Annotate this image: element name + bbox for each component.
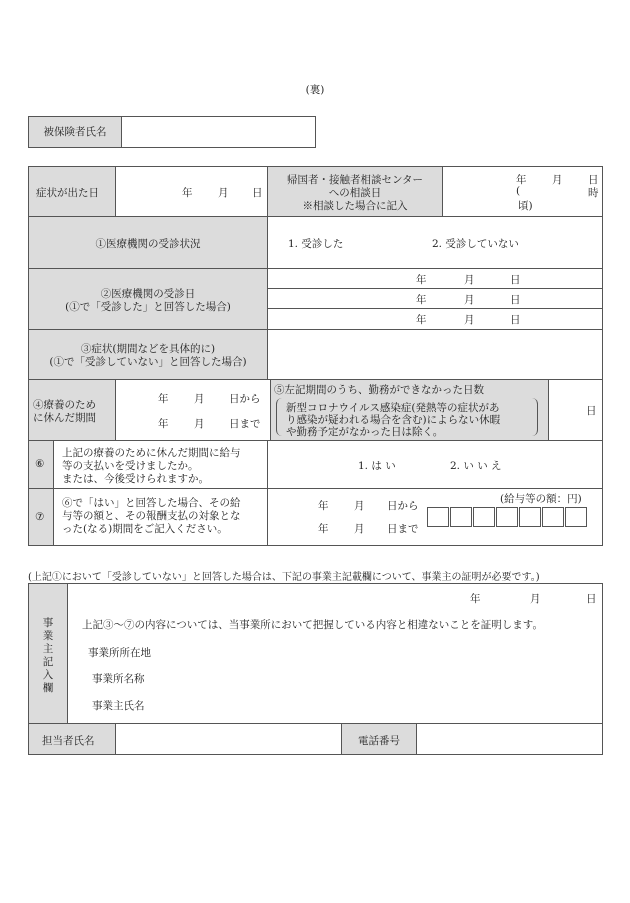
q4-to-day: 日まで [229, 418, 261, 430]
consult-year-label: 年 [516, 174, 527, 186]
employer-date-month: 月 [530, 593, 541, 605]
q7-number: ⑦ [35, 511, 45, 523]
employer-label-char-1: 事 [42, 617, 54, 629]
q2-label-line2: (①で「受診した」と回答した場合) [65, 301, 231, 313]
q6-text-line2: 等の支払いを受けましたか。 [62, 460, 199, 472]
contact-phone-field[interactable] [417, 724, 602, 754]
q3-label-line1: ③症状(期間などを具体的に) [80, 343, 216, 355]
employer-office-name-label: 事業所名称 [92, 673, 145, 685]
onset-label: 症状が出た日 [36, 187, 99, 199]
employer-date-day: 日 [586, 593, 597, 605]
q4-from-day: 日から [229, 393, 261, 405]
consult-time-open: ( [516, 185, 521, 197]
consult-label-line2: への相談日 [328, 187, 382, 199]
q7-from-day: 日から [387, 500, 419, 512]
q7-text-line2: 与等の額と、その報酬支払の対象とな [62, 510, 241, 522]
q7-to-month: 月 [354, 523, 365, 535]
q6-number: ⑥ [35, 458, 45, 470]
employer-address-label: 事業所所在地 [88, 647, 151, 659]
q6-option-no[interactable]: 2. い い え [450, 460, 502, 472]
employer-label-char-2: 業 [42, 630, 54, 642]
employer-address-field[interactable] [170, 640, 590, 662]
q4-from-month: 月 [194, 393, 205, 405]
consult-time-close: 頃) [518, 200, 533, 212]
employer-label-char-5: 入 [42, 669, 54, 681]
q5-label: ⑤左記期間のうち、勤務ができなかった日数 [274, 384, 484, 396]
employer-label-char-4: 記 [42, 656, 54, 668]
employer-date-year: 年 [470, 593, 481, 605]
q2-year-1: 年 [416, 274, 427, 286]
q7-amount-digit-3[interactable] [473, 507, 495, 527]
onset-month-label: 月 [218, 187, 229, 199]
q2-date-row-1[interactable] [268, 269, 602, 288]
consult-time-hour: 時 [588, 187, 599, 199]
q7-from-month: 月 [354, 500, 365, 512]
q4-to-month: 月 [194, 418, 205, 430]
q4-to-year: 年 [158, 418, 169, 430]
q1-option-visited[interactable]: 1. 受診した [288, 238, 344, 250]
q2-month-1: 月 [464, 274, 475, 286]
q7-from-year: 年 [318, 500, 329, 512]
q2-year-3: 年 [416, 314, 427, 326]
q7-amount-digit-1[interactable] [427, 507, 449, 527]
q5-unit: 日 [586, 405, 597, 417]
q4-label-line2: に休んだ期間 [33, 412, 96, 424]
insured-name-label: 被保険者氏名 [43, 126, 107, 138]
q7-amount-digit-4[interactable] [496, 507, 518, 527]
employer-note: (上記①において「受診していない」と回答した場合は、下記の事業主記載欄について、事業主の証明が必要です。) [28, 572, 540, 583]
q7-to-day: 日まで [387, 523, 419, 535]
q7-amount-digit-6[interactable] [542, 507, 564, 527]
q5-note-line1: 新型コロナウイルス感染症(発熱等の症状があ [286, 402, 500, 414]
q6-text-line1: 上記の療養のために休んだ期間に給与 [62, 447, 241, 459]
onset-day-label: 日 [252, 187, 263, 199]
q2-date-row-2[interactable] [268, 289, 602, 308]
consult-day-label: 日 [588, 174, 599, 186]
employer-statement: 上記③～⑦の内容については、当事業所において把握している内容と相違ないことを証明します。 [82, 619, 543, 631]
employer-label-char-3: 主 [42, 643, 54, 655]
q6-option-yes[interactable]: 1. は い [358, 460, 396, 472]
q7-amount-digit-5[interactable] [519, 507, 541, 527]
q2-year-2: 年 [416, 294, 427, 306]
q7-amount-digit-2[interactable] [450, 507, 472, 527]
page-side-mark: (裏) [305, 84, 325, 96]
employer-label-char-6: 欄 [42, 682, 54, 694]
onset-year-label: 年 [182, 187, 193, 199]
q2-date-row-3[interactable] [268, 309, 602, 329]
q4-period-field[interactable] [116, 380, 270, 440]
q2-month-2: 月 [464, 294, 475, 306]
q7-to-year: 年 [318, 523, 329, 535]
contact-person-field[interactable] [116, 724, 341, 754]
q5-note-line3: や勤務予定がなかった日は除く。 [286, 426, 444, 438]
employer-owner-field[interactable] [170, 693, 590, 715]
q4-from-year: 年 [158, 393, 169, 405]
insured-name-field[interactable] [123, 117, 315, 147]
q2-day-3: 日 [510, 314, 521, 326]
q4-label-line1: ④療養のため [33, 399, 96, 411]
q3-label-line2: (①で「受診していない」と回答した場合) [49, 356, 247, 368]
q2-day-1: 日 [510, 274, 521, 286]
contact-person-label: 担当者氏名 [42, 735, 95, 747]
q7-text-line3: った(なる)期間をご記入ください。 [62, 523, 228, 535]
employer-office-name-field[interactable] [170, 666, 590, 688]
q2-month-3: 月 [464, 314, 475, 326]
consult-label-line3: ※相談した場合に記入 [302, 200, 408, 212]
employer-owner-label: 事業主氏名 [92, 700, 145, 712]
q7-amount-label: (給与等の額：円) [500, 493, 582, 505]
q1-option-not-visited[interactable]: 2. 受診していない [432, 238, 519, 250]
q2-day-2: 日 [510, 294, 521, 306]
q2-label-line1: ②医療機関の受診日 [100, 288, 196, 300]
q7-amount-digit-7[interactable] [565, 507, 587, 527]
q1-label: ①医療機関の受診状況 [95, 238, 201, 250]
q7-text-line1: ⑥で「はい」と回答した場合、その給 [62, 497, 241, 509]
consult-month-label: 月 [552, 174, 563, 186]
consult-label-line1: 帰国者・接触者相談センター [286, 174, 424, 186]
q6-text-line3: または、今後受けられますか。 [62, 473, 209, 485]
contact-phone-label: 電話番号 [358, 735, 400, 747]
q3-symptoms-field[interactable] [268, 330, 602, 379]
q5-note-line2: り感染が疑われる場合を含む)によらない休暇 [286, 414, 501, 426]
